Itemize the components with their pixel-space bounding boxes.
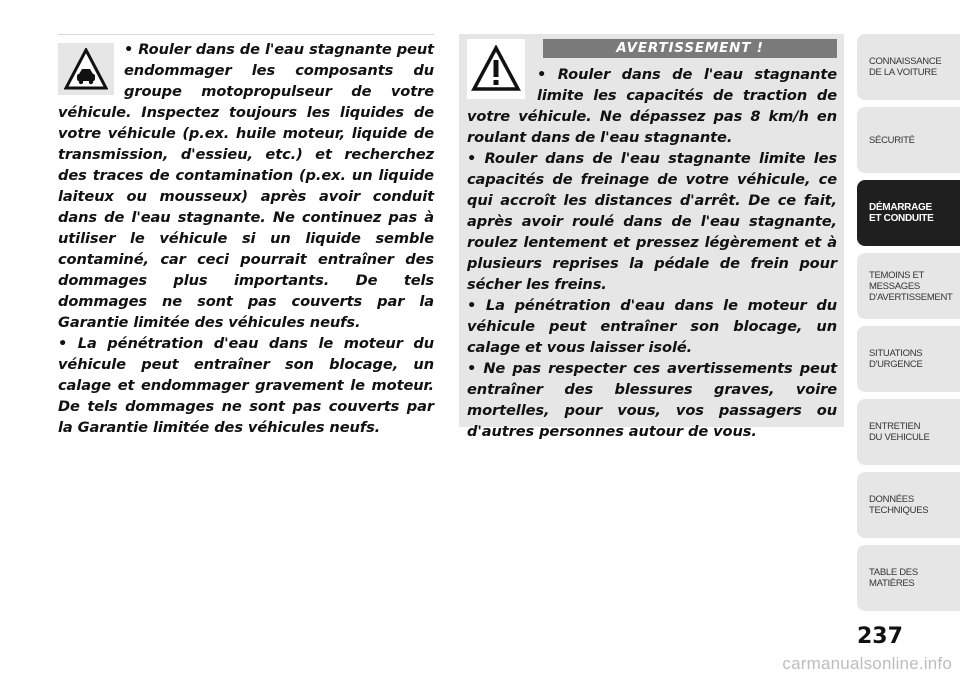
left-paragraph: • Rouler dans de l'eau stagnante peut endommager les composants du groupe motopropulseur de votre véhicule. Inspectez toujours les liquides de votre véhicule (p.ex. huile moteur, liquide de transmission, d'essieu, etc.) et recherchez des traces de contamination (p.ex. un liquide laiteux ou mousseux) après avoir conduit dans de l'eau stagnante. Ne continuez pas à utiliser le véhicule si un liquide semble contaminé, car ceci pourrait entraîner des dommages plus importants. De tels dommages ne sont pas couverts par la Garantie limitée des véhicules neufs.	[58, 41, 434, 331]
tab-demarrage[interactable]	[857, 180, 960, 246]
watermark: carmanualsonline.info	[782, 654, 952, 673]
tab-label: SÉCURITÉ	[869, 134, 915, 146]
warning-paragraph: • Ne pas respecter ces avertissements peut entraîner des blessures graves, voire mortelles, pour vous, vos passagers ou d'autres personnes autour de vous.	[467, 360, 837, 440]
tab-donnees[interactable]	[857, 472, 960, 538]
tab-label: DONNÉES TECHNIQUES	[869, 494, 929, 516]
tab-label: TABLE DES MATIÈRES	[869, 567, 918, 589]
section-divider	[58, 34, 434, 35]
warning-box-text	[467, 64, 837, 442]
warning-paragraph: • Rouler dans de l'eau stagnante limite les capacités de traction de votre véhicule. Ne dépassez pas 8 km/h en roulant dans de l'eau stagnante.	[467, 66, 837, 146]
chapter-tabs	[857, 34, 960, 618]
warning-paragraph: • Rouler dans de l'eau stagnante limite les capacités de freinage de votre véhicule, ce qui accroît les distances d'arrêt. De ce fait, après avoir roulé dans de l'eau stagnante, roulez lentement et pressez légèrement et à plusieurs reprises la pédale de frein pour sécher les freins.	[467, 150, 837, 293]
tab-securite[interactable]	[857, 107, 960, 173]
warning-header: AVERTISSEMENT !	[543, 39, 837, 58]
tab-entretien[interactable]	[857, 399, 960, 465]
left-column	[58, 34, 434, 438]
tab-label: CONNAISSANCE DE LA VOITURE	[869, 56, 942, 78]
tab-situations[interactable]	[857, 326, 960, 392]
tab-label: TEMOINS ET MESSAGES D'AVERTISSEMENT	[869, 269, 953, 303]
left-paragraph: • La pénétration d'eau dans le moteur du véhicule peut entraîner son blocage, un calage et endommager gravement le moteur. De tels dommages ne sont pas couverts par la Garantie limitée des véhicules neufs.	[58, 335, 434, 436]
page-number: 237	[857, 624, 903, 649]
left-warning-text	[58, 39, 434, 438]
exclamation-triangle-icon	[467, 39, 525, 99]
tab-table[interactable]	[857, 545, 960, 611]
warning-box	[459, 34, 844, 440]
tab-label: ENTRETIEN DU VEHICULE	[869, 421, 930, 443]
tab-temoins[interactable]	[857, 253, 960, 319]
tab-label: DÉMARRAGE ET CONDUITE	[869, 202, 934, 224]
warning-paragraph: • La pénétration d'eau dans le moteur du véhicule peut entraîner son blocage, un calage et vous laisser isolé.	[467, 297, 837, 356]
car-on-road-warning-icon	[58, 43, 114, 95]
tab-connaissance[interactable]	[857, 34, 960, 100]
tab-label: SITUATIONS D'URGENCE	[869, 348, 923, 370]
